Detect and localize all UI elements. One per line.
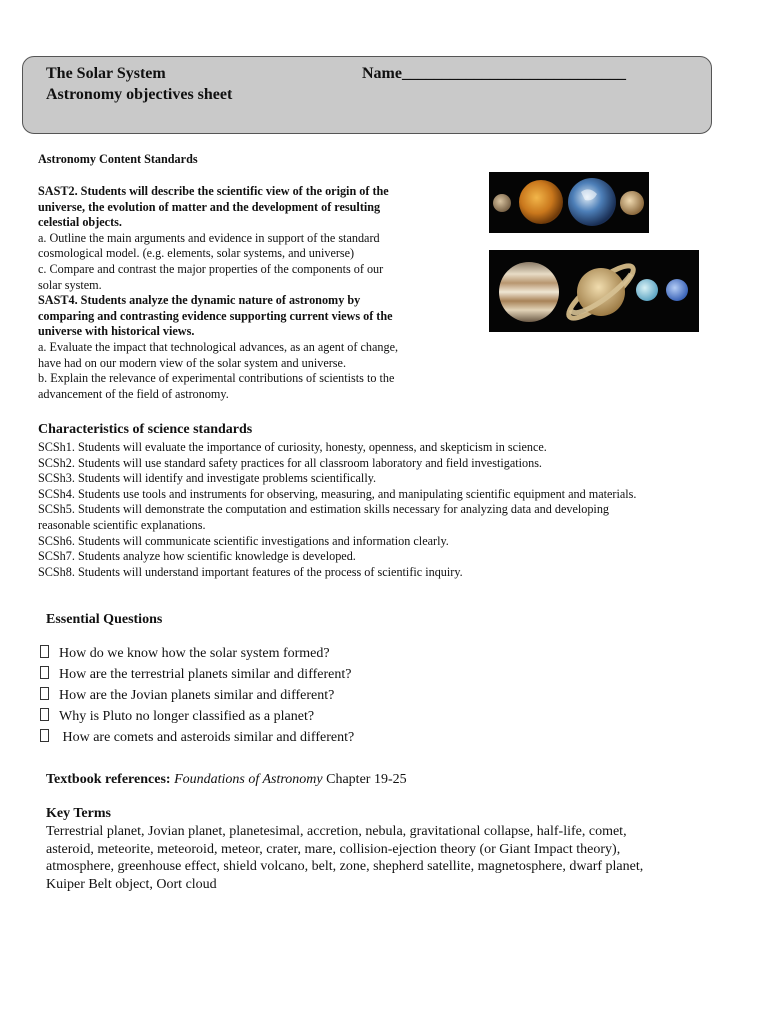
- standard-line: SCSh4. Students use tools and instruments for observing, measuring, and manipulating scientific equipment and materials.: [38, 486, 637, 501]
- saturn-icon: [563, 259, 640, 326]
- outer-planets-image: [489, 250, 699, 332]
- question-item: [40, 685, 354, 706]
- page-title: The Solar System: [46, 65, 166, 82]
- sast4-line: SAST4. Students analyze the dynamic nature of astronomy by: [38, 293, 361, 308]
- standard-line: SCSh5. Students will demonstrate the computation and estimation skills necessary for analyzing data and developing: [38, 502, 610, 517]
- sast4-line: universe with historical views.: [38, 324, 195, 339]
- question-text: How are the Jovian planets similar and different?: [59, 688, 335, 703]
- sast4-item: advancement of the field of astronomy.: [38, 386, 229, 401]
- mars-icon: [620, 191, 644, 215]
- question-item: [40, 643, 354, 664]
- question-text: How are comets and asteroids similar and different?: [59, 730, 355, 745]
- standard-line: SCSh2. Students will use standard safety practices for all classroom laboratory and field investigations.: [38, 455, 542, 470]
- content-standards-heading: Astronomy Content Standards: [38, 152, 198, 166]
- key-terms-line: asteroid, meteorite, meteoroid, meteor, crater, mare, collision-ejection theory (or Giant Impact theory),: [46, 841, 621, 857]
- sast2-item: solar system.: [38, 277, 102, 292]
- uranus-icon: [636, 279, 658, 301]
- sast4-item: b. Explain the relevance of experimental contributions of scientists to the: [38, 371, 395, 386]
- neptune-icon: [666, 279, 688, 301]
- standard-line: SCSh1. Students will evaluate the importance of curiosity, honesty, openness, and skepticism in science.: [38, 440, 547, 454]
- key-terms-line: Kuiper Belt object, Oort cloud: [46, 876, 217, 892]
- characteristics-heading: Characteristics of science standards: [38, 422, 253, 437]
- question-item: [40, 727, 354, 748]
- sast2-item: c. Compare and contrast the major properties of the components of our: [38, 261, 384, 276]
- name-field[interactable]: Name____________________________: [362, 65, 626, 82]
- sast4-item: have had on our modern view of the solar system and universe.: [38, 355, 346, 370]
- mercury-icon: [493, 194, 511, 212]
- standard-line: reasonable scientific explanations.: [38, 517, 206, 532]
- textbook-label: Textbook references:: [46, 772, 171, 787]
- essential-questions-list: [40, 643, 354, 748]
- checkbox-icon: [40, 729, 49, 742]
- checkbox-icon: [40, 687, 49, 700]
- standard-line: SCSh3. Students will identify and investigate problems scientifically.: [38, 471, 377, 486]
- question-text: How do we know how the solar system formed?: [59, 646, 330, 661]
- checkbox-icon: [40, 666, 49, 679]
- sast4-line: comparing and contrasting evidence supporting current views of the: [38, 308, 393, 323]
- question-item: [40, 706, 354, 727]
- textbook-title: Foundations of Astronomy: [174, 772, 323, 787]
- sast2-block: [38, 184, 398, 402]
- checkbox-icon: [40, 708, 49, 721]
- standard-line: SCSh6. Students will communicate scientific investigations and information clearly.: [38, 533, 449, 548]
- key-terms-line: Terrestrial planet, Jovian planet, planetesimal, accretion, nebula, gravitational collapse, half-life, comet,: [46, 824, 627, 839]
- inner-planets-image: [489, 172, 649, 233]
- question-text: How are the terrestrial planets similar and different?: [59, 667, 352, 682]
- question-text: Why is Pluto no longer classified as a planet?: [59, 709, 315, 724]
- textbook-chapter: Chapter 19-25: [322, 772, 407, 787]
- jupiter-icon: [499, 262, 559, 322]
- textbook-references: [46, 771, 407, 789]
- standard-line: SCSh7. Students analyze how scientific knowledge is developed.: [38, 549, 356, 564]
- key-terms-heading: Key Terms: [46, 806, 111, 821]
- characteristics-list: [38, 440, 636, 580]
- essential-questions-heading: Essential Questions: [46, 612, 163, 627]
- checkbox-icon: [40, 645, 49, 658]
- sast4-item: a. Evaluate the impact that technological advances, as an agent of change,: [38, 339, 399, 354]
- sast2-line: SAST2. Students will describe the scientific view of the origin of the: [38, 184, 389, 198]
- venus-icon: [519, 180, 563, 224]
- question-item: [40, 664, 354, 685]
- key-terms-list: [46, 823, 643, 893]
- sast2-line: universe, the evolution of matter and the development of resulting: [38, 199, 381, 214]
- sast2-line: celestial objects.: [38, 215, 122, 230]
- key-terms-line: atmosphere, greenhouse effect, shield volcano, belt, zone, shepherd satellite, magnetosphere, dwarf planet,: [46, 859, 644, 874]
- standard-line: SCSh8. Students will understand important features of the process of scientific inquiry.: [38, 564, 463, 579]
- sast2-item: cosmological model. (e.g. elements, solar systems, and universe): [38, 246, 355, 261]
- earth-icon: [568, 178, 616, 226]
- sast2-item: a. Outline the main arguments and evidence in support of the standard: [38, 230, 380, 245]
- page-subtitle: Astronomy objectives sheet: [46, 86, 233, 103]
